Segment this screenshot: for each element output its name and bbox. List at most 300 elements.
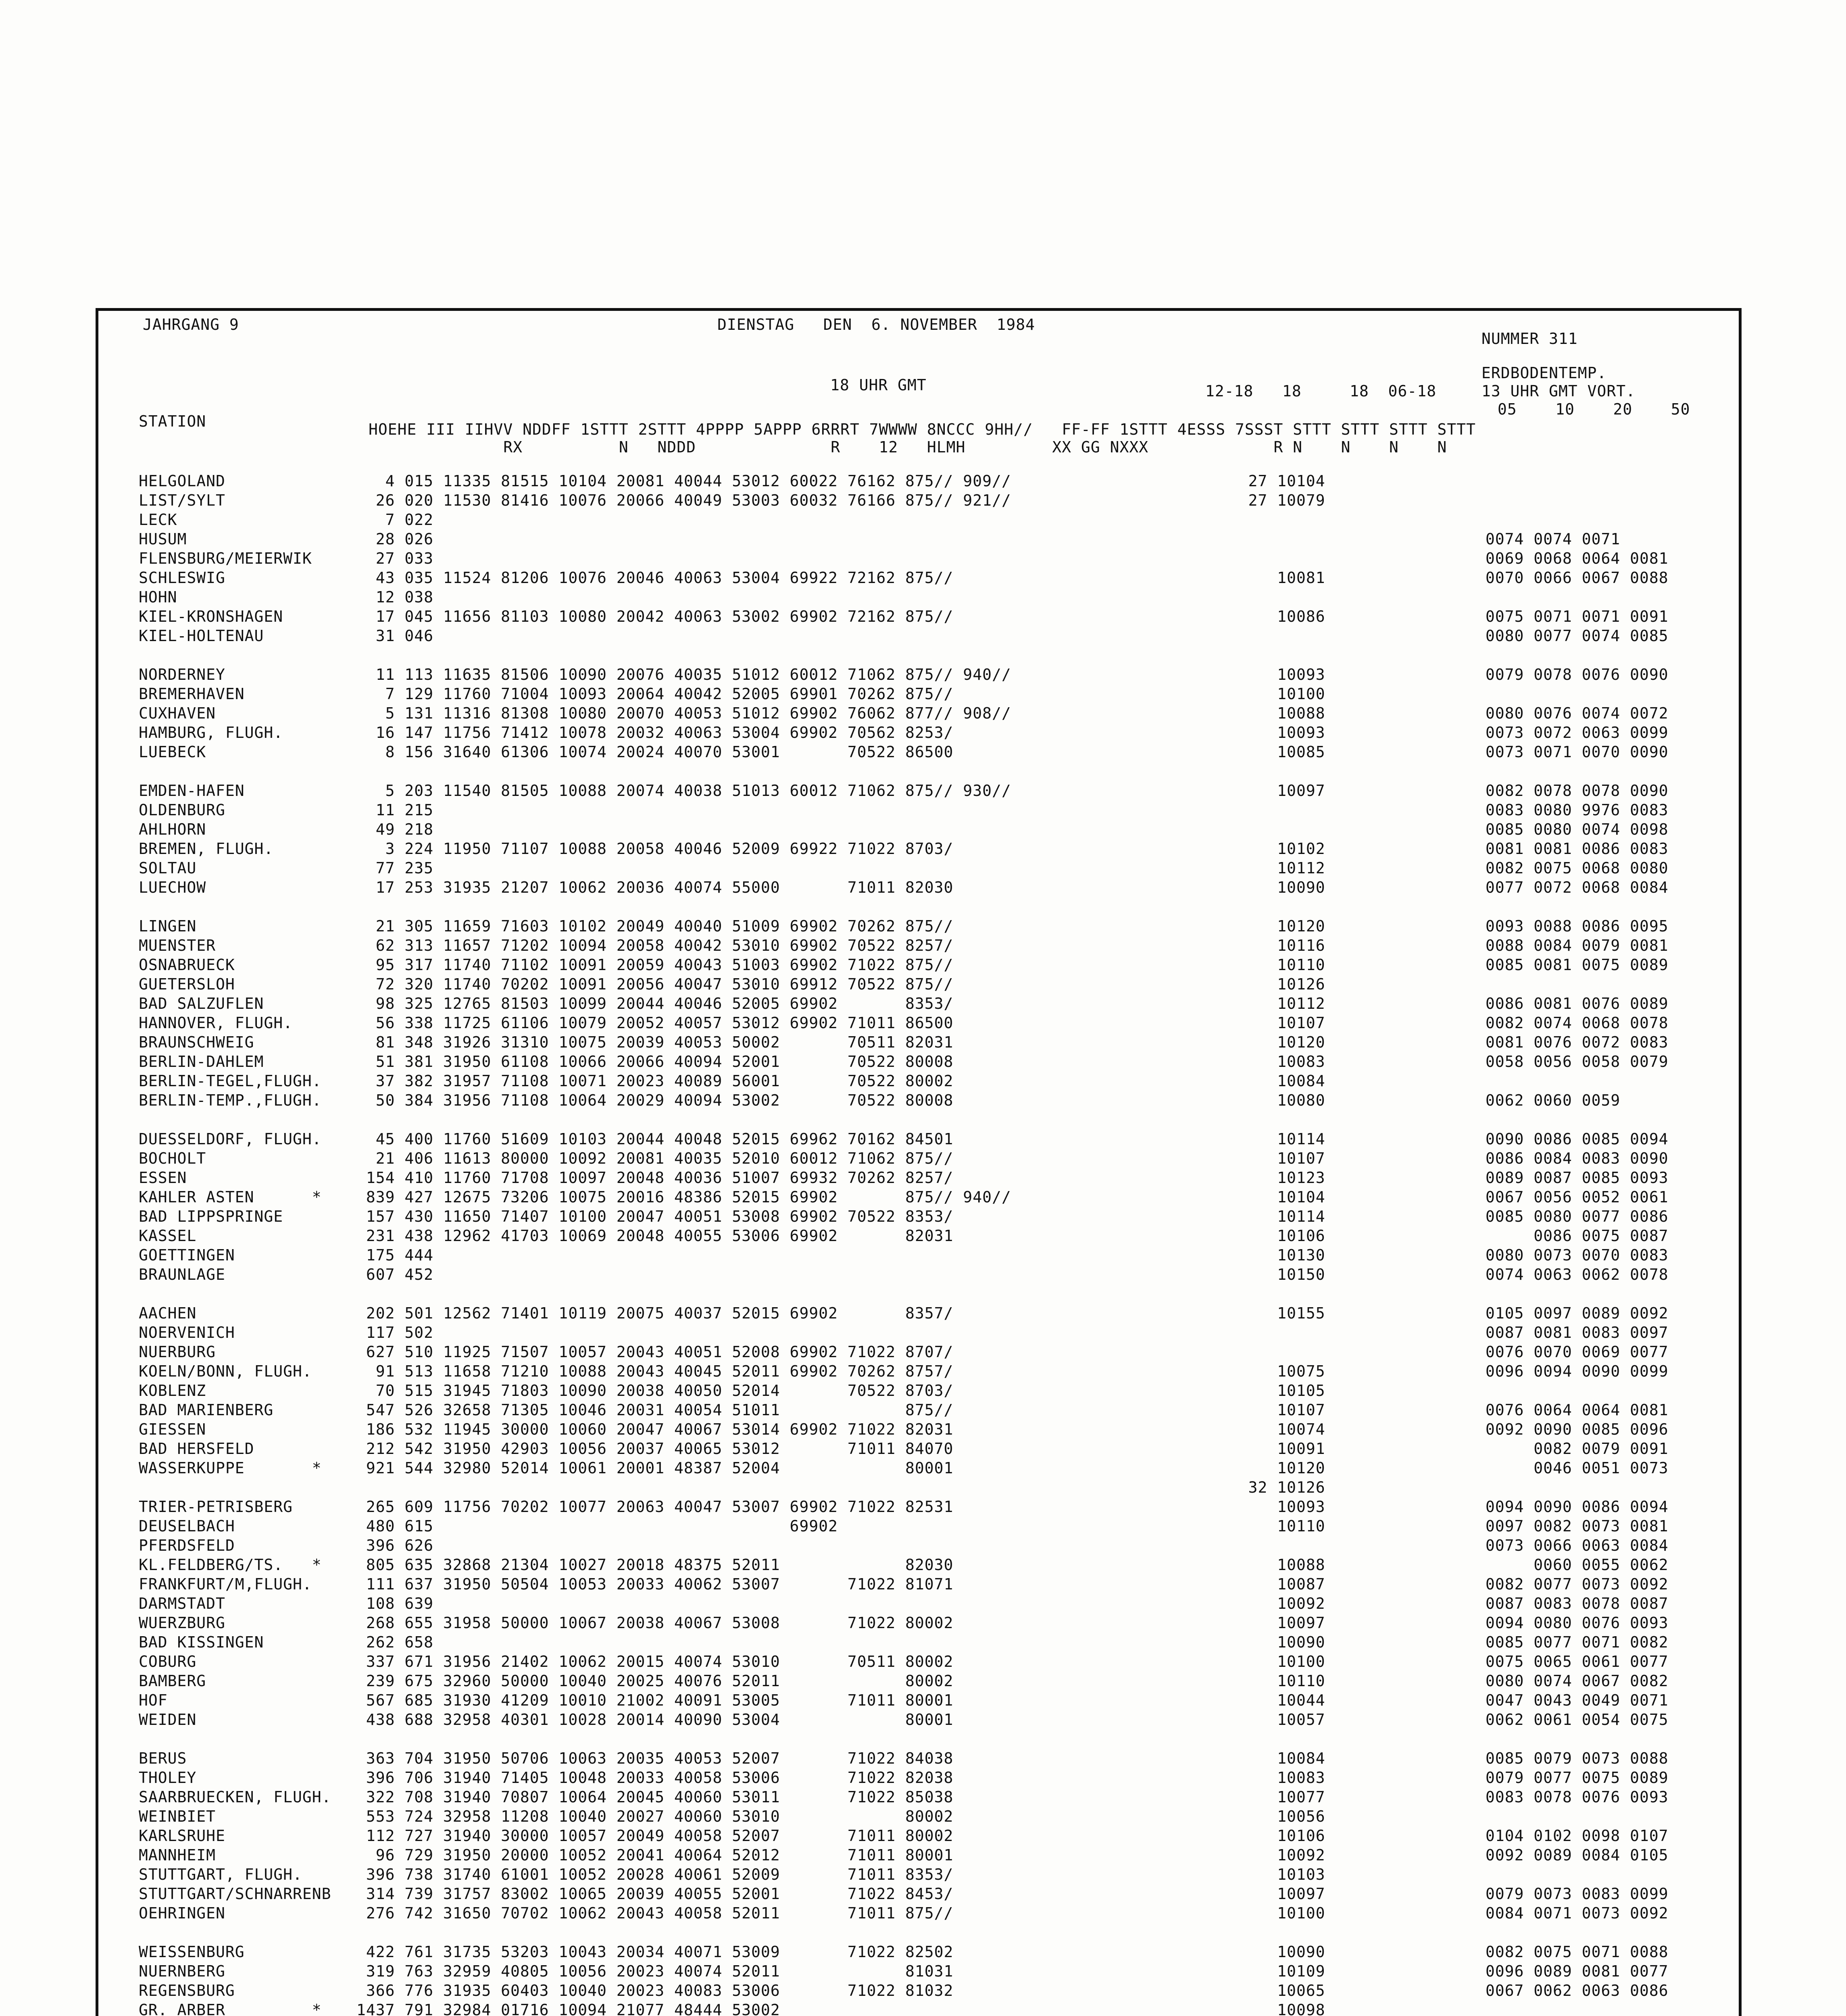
station-name: NORDERNEY — [139, 666, 225, 683]
soil-temperatures: 0085 0080 0074 0098 — [1486, 821, 1669, 838]
table-row — [98, 916, 1739, 936]
table-row — [98, 975, 1739, 994]
extra-values: 10087 — [1219, 1575, 1325, 1593]
synop-values: 17 253 31935 21207 10062 20036 40074 55000 71011 82030 — [356, 879, 954, 896]
station-name: KOBLENZ — [139, 1382, 206, 1400]
station-name: GR. ARBER * — [139, 2001, 322, 2016]
table-row — [98, 1923, 1739, 1942]
station-name: MANNHEIM — [139, 1846, 216, 1864]
soil-temperatures: 0070 0066 0067 0088 — [1486, 569, 1669, 587]
column-codes-1: HOEHE III IIHVV NDDFF 1STTT 2STTT 4PPPP 5APPP 6RRRT 7WWWW 8NCCC 9HH// FF-FF 1STTT 4ESSS 7SSST STTT STTT STTT STTT — [369, 421, 1476, 438]
soil-temperatures: 0083 0080 9976 0083 — [1486, 801, 1669, 819]
table-row — [98, 1691, 1739, 1710]
synop-values: 547 526 32658 71305 10046 20031 40054 51011 875// — [356, 1401, 954, 1419]
extra-values: 27 10104 — [1219, 472, 1325, 490]
soil-temperatures: 0079 0078 0076 0090 — [1486, 666, 1669, 683]
table-row — [98, 1516, 1739, 1536]
soil-temperatures: 0105 0097 0089 0092 — [1486, 1304, 1669, 1322]
extra-values: 10107 — [1219, 1150, 1325, 1167]
extra-values: 10126 — [1219, 975, 1325, 993]
synop-values: 3 224 11950 71107 10088 20058 40046 52009 69922 71022 8703/ — [356, 840, 954, 858]
table-row — [98, 1478, 1739, 1497]
table-row — [98, 1245, 1739, 1265]
synop-values: 396 738 31740 61001 10052 20028 40061 52009 71011 8353/ — [356, 1866, 954, 1883]
station-name: EMDEN-HAFEN — [139, 782, 245, 800]
time-periods: 12-18 18 18 06-18 — [1205, 382, 1437, 400]
soil-temperatures: 0094 0090 0086 0094 — [1486, 1498, 1669, 1516]
synop-values: 112 727 31940 30000 10057 20049 40058 52007 71011 80002 — [356, 1827, 954, 1845]
extra-values: 10092 — [1219, 1846, 1325, 1864]
soil-temperatures: 0081 0081 0086 0083 — [1486, 840, 1669, 858]
extra-values: 10077 — [1219, 1788, 1325, 1806]
table-row — [98, 1904, 1739, 1923]
soil-temperatures: 0082 0077 0073 0092 — [1486, 1575, 1669, 1593]
extra-values: 10093 — [1219, 666, 1325, 683]
synop-values: 62 313 11657 71202 10094 20058 40042 53010 69902 70522 8257/ — [356, 937, 954, 954]
extra-values: 10074 — [1219, 1420, 1325, 1438]
synop-values: 91 513 11658 71210 10088 20043 40045 52011 69902 70262 8757/ — [356, 1362, 954, 1380]
station-name: BRAUNSCHWEIG — [139, 1033, 254, 1051]
extra-values: 27 10079 — [1219, 492, 1325, 509]
synop-values: 70 515 31945 71803 10090 20038 40050 52014 70522 8703/ — [356, 1382, 954, 1400]
station-name: OEHRINGEN — [139, 1904, 225, 1922]
station-name: BERLIN-TEGEL,FLUGH. — [139, 1072, 322, 1090]
station-name: THOLEY — [139, 1769, 197, 1787]
station-name: HUSUM — [139, 530, 187, 548]
soil-temperatures: 0058 0056 0058 0079 — [1486, 1053, 1669, 1070]
extra-values: 10090 — [1219, 1633, 1325, 1651]
synop-values: 337 671 31956 21402 10062 20015 40074 53010 70511 80002 — [356, 1653, 954, 1670]
table-row — [98, 510, 1739, 529]
soil-temperatures: 0073 0072 0063 0099 — [1486, 724, 1669, 741]
soil-temperatures: 0087 0081 0083 0097 — [1486, 1324, 1669, 1341]
synop-values: 480 615 69902 — [356, 1517, 838, 1535]
station-name: OLDENBURG — [139, 801, 225, 819]
soil-temperatures: 0079 0073 0083 0099 — [1486, 1885, 1669, 1903]
station-name: BRAUNLAGE — [139, 1266, 225, 1283]
soil-temperatures: 0077 0072 0068 0084 — [1486, 879, 1669, 896]
station-name: HOHN — [139, 588, 177, 606]
synop-values: 95 317 11740 71102 10091 20059 40043 51003 69902 71022 875// — [356, 956, 954, 974]
table-row — [98, 1942, 1739, 1962]
table-row — [98, 1536, 1739, 1555]
station-name: SOLTAU — [139, 859, 197, 877]
station-name: LIST/SYLT — [139, 492, 225, 509]
soil-temperatures: 0092 0089 0084 0105 — [1486, 1846, 1669, 1864]
extra-values: 10120 — [1219, 917, 1325, 935]
extra-values: 10120 — [1219, 1459, 1325, 1477]
station-name: HAMBURG, FLUGH. — [139, 724, 283, 741]
station-name: HOF — [139, 1691, 168, 1709]
soil-temperatures: 0075 0065 0061 0077 — [1486, 1653, 1669, 1670]
station-name: GIESSEN — [139, 1420, 206, 1438]
table-row — [98, 1342, 1739, 1362]
synop-values: 21 305 11659 71603 10102 20049 40040 51009 69902 70262 875// — [356, 917, 954, 935]
synop-values: 49 218 — [356, 821, 434, 838]
soil-temperatures: 0096 0094 0090 0099 — [1486, 1362, 1669, 1380]
synop-values: 117 502 — [356, 1324, 434, 1341]
station-name: BAD MARIENBERG — [139, 1401, 274, 1419]
station-name: BAD LIPPSPRINGE — [139, 1208, 283, 1225]
station-name: BOCHOLT — [139, 1150, 206, 1167]
synop-values: 96 729 31950 20000 10052 20041 40064 52012 71011 80001 — [356, 1846, 954, 1864]
table-row — [98, 1013, 1739, 1033]
table-row — [98, 1768, 1739, 1787]
station-name: KARLSRUHE — [139, 1827, 225, 1845]
extra-values: 10107 — [1219, 1401, 1325, 1419]
station-name: KIEL-KRONSHAGEN — [139, 608, 283, 625]
soil-temperatures: 0074 0063 0062 0078 — [1486, 1266, 1669, 1283]
table-row — [98, 1749, 1739, 1768]
extra-values: 10150 — [1219, 1266, 1325, 1283]
extra-values: 32 10126 — [1219, 1479, 1325, 1496]
extra-values: 10084 — [1219, 1072, 1325, 1090]
column-codes-2: RX N NDDD R 12 HLMH XX GG NXXX R N N N N — [369, 438, 1447, 456]
soil-temperatures: 0076 0064 0064 0081 — [1486, 1401, 1669, 1419]
station-name: NOERVENICH — [139, 1324, 235, 1341]
soil-temperatures: 0085 0079 0073 0088 — [1486, 1749, 1669, 1767]
extra-values: 10103 — [1219, 1866, 1325, 1883]
table-row — [98, 626, 1739, 646]
soil-temperatures: 0062 0060 0059 — [1486, 1091, 1621, 1109]
extra-values: 10120 — [1219, 1033, 1325, 1051]
extra-values: 10090 — [1219, 879, 1325, 896]
synop-values: 111 637 31950 50504 10053 20033 40062 53007 71022 81071 — [356, 1575, 954, 1593]
soil-temperatures: 0082 0074 0068 0078 — [1486, 1014, 1669, 1032]
extra-values: 10097 — [1219, 782, 1325, 800]
synop-values: 268 655 31958 50000 10067 20038 40067 53008 71022 80002 — [356, 1614, 954, 1632]
table-row — [98, 1033, 1739, 1052]
extra-values: 10097 — [1219, 1614, 1325, 1632]
extra-values: 10130 — [1219, 1246, 1325, 1264]
table-row — [98, 704, 1739, 723]
station-name: PFERDSFELD — [139, 1537, 235, 1554]
soil-temperatures: 0046 0051 0073 — [1486, 1459, 1669, 1477]
table-row — [98, 1149, 1739, 1168]
station-name: BREMEN, FLUGH. — [139, 840, 274, 858]
extra-values: 10106 — [1219, 1227, 1325, 1245]
station-name: WEIDEN — [139, 1711, 197, 1729]
station-name: OSNABRUECK — [139, 956, 235, 974]
table-row — [98, 1226, 1739, 1245]
soil-temperatures: 0080 0074 0067 0082 — [1486, 1672, 1669, 1690]
table-row — [98, 1884, 1739, 1904]
synop-values: 12 038 — [356, 588, 434, 606]
issue-date: DIENSTAG DEN 6. NOVEMBER 1984 — [717, 316, 1035, 333]
extra-values: 10088 — [1219, 704, 1325, 722]
station-name: REGENSBURG — [139, 1982, 235, 1999]
station-name: TRIER-PETRISBERG — [139, 1498, 293, 1516]
station-name: KIEL-HOLTENAU — [139, 627, 264, 645]
synop-values: 553 724 32958 11208 10040 20027 40060 53010 80002 — [356, 1808, 954, 1825]
extra-values: 10112 — [1219, 859, 1325, 877]
synop-values: 567 685 31930 41209 10010 21002 40091 53005 71011 80001 — [356, 1691, 954, 1709]
extra-values: 10057 — [1219, 1711, 1325, 1729]
soil-temperatures: 0073 0066 0063 0084 — [1486, 1537, 1669, 1554]
extra-values: 10075 — [1219, 1362, 1325, 1380]
table-frame — [96, 308, 1742, 2016]
soil-temperatures: 0082 0075 0068 0080 — [1486, 859, 1669, 877]
extra-values: 10083 — [1219, 1769, 1325, 1787]
synop-values: 7 022 — [356, 511, 434, 529]
table-row — [98, 1555, 1739, 1574]
soil-temperatures: 0069 0068 0064 0081 — [1486, 550, 1669, 567]
extra-values: 10116 — [1219, 937, 1325, 954]
table-row — [98, 1071, 1739, 1091]
table-row — [98, 1729, 1739, 1749]
synop-values: 72 320 11740 70202 10091 20056 40047 53010 69912 70522 875// — [356, 975, 954, 993]
table-row — [98, 1362, 1739, 1381]
synop-values: 51 381 31950 61108 10066 20066 40094 52001 70522 80008 — [356, 1053, 954, 1070]
synop-values: 21 406 11613 80000 10092 20081 40035 52010 60012 71062 875// — [356, 1150, 954, 1167]
synop-values: 363 704 31950 50706 10063 20035 40053 52007 71022 84038 — [356, 1749, 954, 1767]
extra-values: 10114 — [1219, 1208, 1325, 1225]
extra-values: 10084 — [1219, 1749, 1325, 1767]
synop-values: 607 452 — [356, 1266, 434, 1283]
table-row — [98, 1052, 1739, 1071]
soil-temperatures: 0062 0061 0054 0075 — [1486, 1711, 1669, 1729]
soil-temperatures: 0081 0076 0072 0083 — [1486, 1033, 1669, 1051]
synop-values: 396 626 — [356, 1537, 434, 1554]
soil-temperatures: 0076 0070 0069 0077 — [1486, 1343, 1669, 1361]
station-name: BAD KISSINGEN — [139, 1633, 264, 1651]
soil-temperatures: 0086 0084 0083 0090 — [1486, 1150, 1669, 1167]
station-name: MUENSTER — [139, 937, 216, 954]
soil-temperatures: 0086 0075 0087 — [1486, 1227, 1669, 1245]
table-row — [98, 1284, 1739, 1304]
station-name: AHLHORN — [139, 821, 206, 838]
synop-values: 56 338 11725 61106 10079 20052 40057 53012 69902 71011 86500 — [356, 1014, 954, 1032]
synop-values: 319 763 32959 40805 10056 20023 40074 52011 81031 — [356, 1962, 954, 1980]
extra-values: 10104 — [1219, 1188, 1325, 1206]
synop-values: 438 688 32958 40301 10028 20014 40090 53004 80001 — [356, 1711, 954, 1729]
synop-values: 265 609 11756 70202 10077 20063 40047 53007 69902 71022 82531 — [356, 1498, 954, 1516]
station-name: WEINBIET — [139, 1808, 216, 1825]
synop-values: 11 215 — [356, 801, 434, 819]
soil-temperatures: 0083 0078 0076 0093 — [1486, 1788, 1669, 1806]
synop-values: 805 635 32868 21304 10027 20018 48375 52011 82030 — [356, 1556, 954, 1574]
issue-number: NUMMER 311 — [1481, 330, 1578, 348]
station-name: KL.FELDBERG/TS. * — [139, 1556, 322, 1574]
table-row — [98, 1420, 1739, 1439]
extra-values: 10044 — [1219, 1691, 1325, 1709]
soil-temperatures: 0082 0079 0091 — [1486, 1440, 1669, 1458]
station-name: DARMSTADT — [139, 1595, 225, 1612]
extra-values: 10102 — [1219, 840, 1325, 858]
extra-values: 10114 — [1219, 1130, 1325, 1148]
synop-values: 175 444 — [356, 1246, 434, 1264]
table-row — [98, 1807, 1739, 1826]
soil-temperatures: 0080 0073 0070 0083 — [1486, 1246, 1669, 1264]
synop-values: 8 156 31640 61306 10074 20024 40070 53001 70522 86500 — [356, 743, 954, 761]
synop-values: 37 382 31957 71108 10071 20023 40089 56001 70522 80002 — [356, 1072, 954, 1090]
extra-values: 10088 — [1219, 1556, 1325, 1574]
soil-temperatures: 0085 0080 0077 0086 — [1486, 1208, 1669, 1225]
station-name: GUETERSLOH — [139, 975, 235, 993]
extra-values: 10100 — [1219, 1904, 1325, 1922]
station-name: FLENSBURG/MEIERWIK — [139, 550, 312, 567]
soil-temperatures: 0090 0086 0085 0094 — [1486, 1130, 1669, 1148]
soil-temperatures: 0096 0089 0081 0077 — [1486, 1962, 1669, 1980]
table-row — [98, 742, 1739, 762]
table-row — [98, 820, 1739, 839]
synop-values: 4 015 11335 81515 10104 20081 40044 53012 60022 76162 875// 909// — [356, 472, 1011, 490]
uhr-gmt-label: 18 UHR GMT — [830, 376, 927, 394]
station-name: STUTTGART/SCHNARRENB — [139, 1885, 331, 1903]
table-row — [98, 1710, 1739, 1729]
synop-values: 16 147 11756 71412 10078 20032 40063 53004 69902 70562 8253/ — [356, 724, 954, 741]
extra-values: 10100 — [1219, 1653, 1325, 1670]
station-name: BAMBERG — [139, 1672, 206, 1690]
extra-values: 10105 — [1219, 1382, 1325, 1400]
extra-values: 10110 — [1219, 1517, 1325, 1535]
station-name: LUECHOW — [139, 879, 206, 896]
station-name: BAD SALZUFLEN — [139, 995, 264, 1012]
station-name: BREMERHAVEN — [139, 685, 245, 703]
table-row — [98, 1574, 1739, 1594]
table-row — [98, 1207, 1739, 1226]
synop-values: 186 532 11945 30000 10060 20047 40067 53014 69902 71022 82031 — [356, 1420, 954, 1438]
extra-values: 10056 — [1219, 1808, 1325, 1825]
soil-temperatures: 0047 0043 0049 0071 — [1486, 1691, 1669, 1709]
station-name: GOETTINGEN — [139, 1246, 235, 1264]
synop-values: 5 203 11540 81505 10088 20074 40038 51013 60012 71062 875// 930// — [356, 782, 1011, 800]
table-row — [98, 723, 1739, 742]
station-name: BERUS — [139, 1749, 187, 1767]
extra-values: 10112 — [1219, 995, 1325, 1012]
soil-temperatures: 0086 0081 0076 0089 — [1486, 995, 1669, 1012]
soil-temperatures: 0093 0088 0086 0095 — [1486, 917, 1669, 935]
synop-values: 11 113 11635 81506 10090 20076 40035 51012 60012 71062 875// 940// — [356, 666, 1011, 683]
station-name: HELGOLAND — [139, 472, 225, 490]
table-row — [98, 1981, 1739, 2000]
synop-values: 154 410 11760 71708 10097 20048 40036 51007 69932 70262 8257/ — [356, 1169, 954, 1187]
table-row — [98, 587, 1739, 607]
soil-temperatures: 0060 0055 0062 — [1486, 1556, 1669, 1574]
station-name: BAD HERSFELD — [139, 1440, 254, 1458]
table-row — [98, 1652, 1739, 1671]
table-row — [98, 1110, 1739, 1129]
table-row — [98, 1633, 1739, 1652]
soil-temperatures: 0094 0080 0076 0093 — [1486, 1614, 1669, 1632]
extra-values: 10080 — [1219, 1091, 1325, 1109]
table-row — [98, 471, 1739, 491]
station-name: SCHLESWIG — [139, 569, 225, 587]
synop-values: 202 501 12562 71401 10119 20075 40037 52015 69902 8357/ — [356, 1304, 954, 1322]
table-row — [98, 1962, 1739, 1981]
synop-values: 322 708 31940 70807 10064 20045 40060 53011 71022 85038 — [356, 1788, 954, 1806]
extra-values: 10155 — [1219, 1304, 1325, 1322]
synop-values: 239 675 32960 50000 10040 20025 40076 52011 80002 — [356, 1672, 954, 1690]
synop-values: 81 348 31926 31310 10075 20039 40053 50002 70511 82031 — [356, 1033, 954, 1051]
synop-values: 7 129 11760 71004 10093 20064 40042 52005 69901 70262 875// — [356, 685, 954, 703]
synop-values: 231 438 12962 41703 10069 20048 40055 53006 69902 82031 — [356, 1227, 954, 1245]
erdboden-depths: 05 10 20 50 — [1498, 400, 1690, 418]
extra-values: 10083 — [1219, 1053, 1325, 1070]
station-name: WASSERKUPPE * — [139, 1459, 322, 1477]
synop-values: 108 639 — [356, 1595, 434, 1612]
table-row — [98, 1787, 1739, 1807]
synop-values: 314 739 31757 83002 10065 20039 40055 52001 71022 8453/ — [356, 1885, 954, 1903]
station-name: WUERZBURG — [139, 1614, 225, 1632]
table-row — [98, 878, 1739, 897]
table-row — [98, 1439, 1739, 1458]
table-row — [98, 781, 1739, 800]
station-name: ESSEN — [139, 1169, 187, 1187]
station-name: KASSEL — [139, 1227, 197, 1245]
table-row — [98, 1168, 1739, 1187]
station-name: LECK — [139, 511, 177, 529]
soil-temperatures: 0088 0084 0079 0081 — [1486, 937, 1669, 954]
table-row — [98, 2000, 1739, 2016]
table-row — [98, 646, 1739, 665]
table-row — [98, 1381, 1739, 1400]
station-name: KOELN/BONN, FLUGH. — [139, 1362, 312, 1380]
soil-temperatures: 0085 0077 0071 0082 — [1486, 1633, 1669, 1651]
soil-temperatures: 0080 0076 0074 0072 — [1486, 704, 1669, 722]
extra-values: 10085 — [1219, 743, 1325, 761]
synop-values: 212 542 31950 42903 10056 20037 40065 53012 71011 84070 — [356, 1440, 954, 1458]
soil-temperatures: 0104 0102 0098 0107 — [1486, 1827, 1669, 1845]
synop-values: 276 742 31650 70702 10062 20043 40058 52011 71011 875// — [356, 1904, 954, 1922]
extra-values: 10110 — [1219, 1672, 1325, 1690]
synop-values: 157 430 11650 71407 10100 20047 40051 53008 69902 70522 8353/ — [356, 1208, 954, 1225]
extra-values: 10100 — [1219, 685, 1325, 703]
table-row — [98, 858, 1739, 878]
table-row — [98, 1826, 1739, 1845]
extra-values: 10110 — [1219, 956, 1325, 974]
synop-values: 262 658 — [356, 1633, 434, 1651]
station-name: DUESSELDORF, FLUGH. — [139, 1130, 322, 1148]
synop-values: 422 761 31735 53203 10043 20034 40071 53009 71022 82502 — [356, 1943, 954, 1961]
synop-values: 77 235 — [356, 859, 434, 877]
station-name: DEUSELBACH — [139, 1517, 235, 1535]
soil-temperatures: 0092 0090 0085 0096 — [1486, 1420, 1669, 1438]
table-row — [98, 800, 1739, 820]
synop-values: 31 046 — [356, 627, 434, 645]
table-row — [98, 762, 1739, 781]
table-row — [98, 1865, 1739, 1884]
station-name: STUTTGART, FLUGH. — [139, 1866, 302, 1883]
extra-values: 10065 — [1219, 1982, 1325, 1999]
erdboden-label: ERDBODENTEMP. — [1481, 364, 1607, 382]
station-name: NUERBURG — [139, 1343, 216, 1361]
station-name: LINGEN — [139, 917, 197, 935]
synop-values: 43 035 11524 81206 10076 20046 40063 53004 69922 72162 875// — [356, 569, 954, 587]
extra-values: 10090 — [1219, 1943, 1325, 1961]
table-row — [98, 994, 1739, 1013]
synop-values: 839 427 12675 73206 10075 20016 48386 52015 69902 875// 940// — [356, 1188, 1011, 1206]
station-name: HANNOVER, FLUGH. — [139, 1014, 293, 1032]
soil-temperatures: 0067 0056 0052 0061 — [1486, 1188, 1669, 1206]
soil-temperatures: 0097 0082 0073 0081 — [1486, 1517, 1669, 1535]
table-row — [98, 549, 1739, 568]
extra-values: 10123 — [1219, 1169, 1325, 1187]
synop-values: 45 400 11760 51609 10103 20044 40048 52015 69962 70162 84501 — [356, 1130, 954, 1148]
erdboden-time: 13 UHR GMT VORT. — [1481, 382, 1636, 400]
table-row — [98, 568, 1739, 587]
synop-values: 28 026 — [356, 530, 434, 548]
synop-values: 921 544 32980 52014 10061 20001 48387 52004 80001 — [356, 1459, 954, 1477]
table-row — [98, 1187, 1739, 1207]
table-row — [98, 1845, 1739, 1865]
station-name: BERLIN-DAHLEM — [139, 1053, 264, 1070]
extra-values: 10093 — [1219, 724, 1325, 741]
station-name: SAARBRUECKEN, FLUGH. — [139, 1788, 331, 1806]
extra-values: 10107 — [1219, 1014, 1325, 1032]
table-row — [98, 491, 1739, 510]
station-name: LUEBECK — [139, 743, 206, 761]
